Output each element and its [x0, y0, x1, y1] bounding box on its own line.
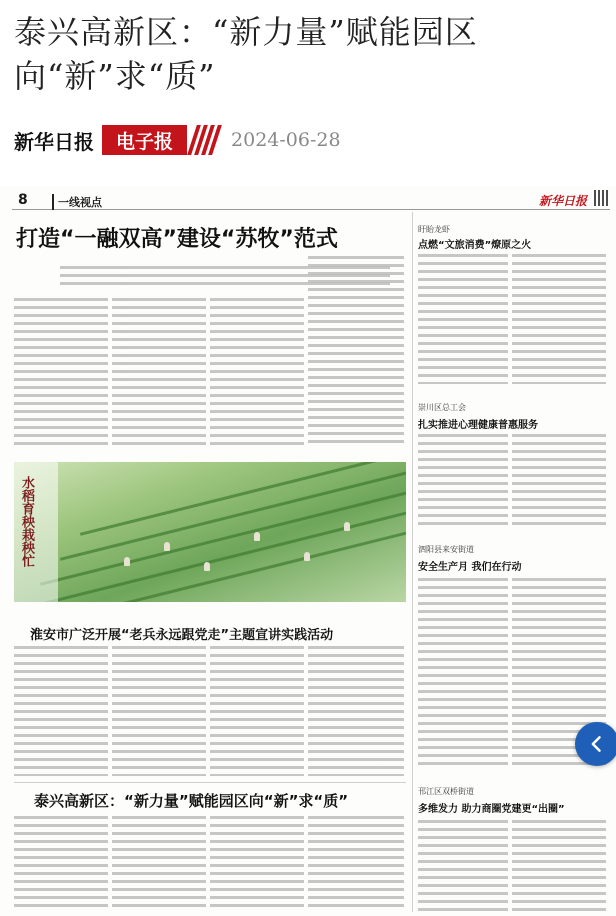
right-story4-col1	[418, 820, 508, 912]
story2-col3	[210, 646, 304, 776]
right-story1-title: 点燃“文旅消费”燎原之火	[418, 240, 532, 251]
qr-code-icon	[594, 190, 610, 206]
epaper-badge[interactable]: 电子报	[102, 125, 187, 155]
lead-body-col4	[308, 256, 404, 448]
right-story4-col2	[512, 820, 606, 912]
right-story1-kicker: 盱眙龙虾	[418, 225, 450, 234]
story-divider	[14, 782, 406, 783]
chevron-left-icon	[587, 734, 607, 754]
page-section: 一线视点	[52, 194, 102, 210]
right-story2-col1	[418, 434, 508, 530]
page-number: 8	[18, 192, 28, 208]
right-story3-title: 安全生产月 我们在行动	[418, 562, 522, 573]
story2-col4	[308, 646, 404, 776]
badge-stripes	[189, 125, 217, 155]
right-story2-col2	[512, 434, 606, 530]
right-story4-title: 多维发力 助力商圈党建更“出圈”	[418, 804, 565, 815]
lead-body-col3	[210, 298, 304, 448]
right-story2-title: 扎实推进心理健康普惠服务	[418, 420, 538, 431]
right-story1-col1	[418, 254, 508, 384]
photo-caption: 水稻育秧栽秧忙	[19, 476, 34, 567]
right-story4-kicker: 邗江区双桥街道	[418, 787, 474, 796]
column-rule	[412, 212, 413, 912]
story3-col3	[210, 816, 304, 912]
right-story3-kicker: 泗阳县来安街道	[418, 545, 474, 554]
right-story3-col1	[418, 578, 508, 768]
story3-col1	[14, 816, 108, 912]
rice-field-photo	[14, 462, 406, 602]
lead-story-title: 打造“一融双高”建设“苏牧”范式	[16, 227, 338, 252]
story3-title: 泰兴高新区：“新力量”赋能园区向“新”求“质”	[34, 792, 349, 810]
lead-body-col2	[112, 298, 206, 448]
story2-col1	[14, 646, 108, 776]
article-meta	[14, 124, 341, 156]
lead-body-col1	[14, 298, 108, 448]
right-story2-kicker: 崇川区总工会	[418, 403, 466, 412]
masthead-logo: 新华日报	[539, 194, 588, 208]
article-headline: 泰兴高新区：“新力量”赋能园区向“新”求“质”	[14, 13, 478, 95]
publish-date: 2024-06-28	[231, 129, 341, 151]
story3-col4	[308, 816, 404, 912]
source-name: 新华日报	[14, 129, 94, 154]
back-button[interactable]	[575, 722, 616, 766]
story2-title: 淮安市广泛开展“老兵永远跟党走”主题宣讲实践活动	[30, 628, 334, 643]
right-story1-col2	[512, 254, 606, 384]
story2-col2	[112, 646, 206, 776]
story3-col2	[112, 816, 206, 912]
page-header	[12, 192, 610, 210]
newspaper-page-image[interactable]	[0, 186, 616, 916]
